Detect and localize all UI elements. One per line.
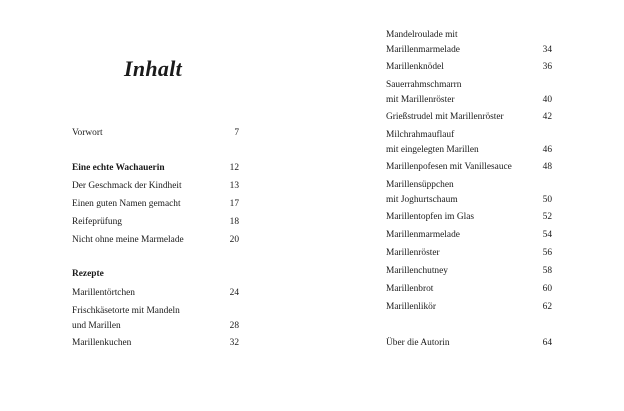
toc-entry bbox=[386, 110, 552, 125]
toc-entry-page: 12 bbox=[229, 163, 239, 173]
toc-entry-page: 56 bbox=[542, 248, 552, 258]
toc-entry bbox=[72, 215, 239, 230]
toc-entry-title: Marillenbrot bbox=[386, 284, 434, 294]
toc-entry bbox=[72, 126, 239, 141]
toc-entry-page: 60 bbox=[542, 284, 552, 294]
toc-entry bbox=[386, 60, 552, 75]
toc-entry-title: Marillentopfen im Glas bbox=[386, 212, 475, 222]
toc-entry bbox=[72, 286, 239, 301]
toc-entry-page: 36 bbox=[542, 62, 552, 72]
toc-entry bbox=[72, 179, 239, 194]
toc-entry-title: Reifeprüfung bbox=[72, 217, 122, 227]
toc-entry-title: Marillenmarmelade bbox=[386, 230, 460, 240]
toc-entry-page: 46 bbox=[542, 144, 552, 155]
toc-entry-page: 62 bbox=[542, 302, 552, 312]
toc-entry-page: 54 bbox=[542, 230, 552, 240]
toc-entry-page: 50 bbox=[542, 194, 552, 205]
toc-entry-page: 42 bbox=[542, 112, 552, 122]
toc-entry-page: 28 bbox=[229, 320, 239, 331]
toc-section-heading bbox=[72, 161, 239, 176]
toc-entry-title: Vorwort bbox=[72, 128, 103, 138]
toc-entry-title-continued: mit Joghurtschaum bbox=[386, 194, 458, 205]
toc-entry-title: Sauerrahmschmarrn bbox=[386, 80, 462, 90]
toc-entry-title: Nicht ohne meine Marmelade bbox=[72, 235, 184, 245]
toc-entry bbox=[386, 128, 552, 157]
toc-entry bbox=[386, 336, 552, 351]
toc-entry bbox=[72, 336, 239, 351]
toc-entry-page: 32 bbox=[229, 338, 239, 348]
toc-entry-page: 24 bbox=[229, 288, 239, 298]
toc-entry bbox=[386, 78, 552, 107]
toc-entry-title: Marillenkuchen bbox=[72, 338, 132, 348]
toc-entry bbox=[386, 28, 552, 57]
toc-entry-title: Milchrahmauflauf bbox=[386, 130, 455, 140]
toc-entry-title: Marillenchutney bbox=[386, 266, 448, 276]
toc-entry-page: 17 bbox=[229, 199, 239, 209]
toc-entry-title: Marillenknödel bbox=[386, 62, 444, 72]
toc-entry-title: Mandelroulade mit bbox=[386, 30, 458, 40]
toc-entry-page: 7 bbox=[234, 128, 239, 138]
toc-entry-page: 13 bbox=[229, 181, 239, 191]
toc-entry-title-continued: Marillenmarmelade bbox=[386, 44, 460, 55]
toc-entry bbox=[386, 178, 552, 207]
toc-entry bbox=[386, 282, 552, 297]
toc-entry-page: 64 bbox=[542, 338, 552, 348]
page-title: Inhalt bbox=[124, 56, 183, 81]
toc-section-heading bbox=[72, 267, 239, 282]
toc-entry-title: Grießstrudel mit Marillenröster bbox=[386, 112, 504, 122]
toc-entry bbox=[386, 246, 552, 261]
toc-entry-title-continued: mit Marillenröster bbox=[386, 94, 455, 105]
toc-entry bbox=[72, 197, 239, 212]
toc-entry-title: Marillenröster bbox=[386, 248, 440, 258]
toc-entry-title: Einen guten Namen gemacht bbox=[72, 199, 181, 209]
toc-entry-page: 40 bbox=[542, 94, 552, 105]
toc-entry-page: 48 bbox=[542, 162, 552, 172]
toc-entry bbox=[386, 228, 552, 243]
toc-entry-page: 52 bbox=[542, 212, 552, 222]
toc-entry bbox=[386, 160, 552, 175]
toc-entry-page: 34 bbox=[542, 44, 552, 55]
toc-entry-title: Marillensüppchen bbox=[386, 180, 454, 190]
toc-entry bbox=[386, 300, 552, 315]
toc-entry-page: 58 bbox=[542, 266, 552, 276]
toc-entry-title: Frischkäsetorte mit Mandeln bbox=[72, 306, 180, 316]
toc-entry-title: Marillenpofesen mit Vanillesauce bbox=[386, 162, 512, 172]
toc-entry-title: Eine echte Wachauerin bbox=[72, 163, 165, 173]
toc-entry-page: 18 bbox=[229, 217, 239, 227]
toc-entry bbox=[386, 210, 552, 225]
toc-entry-title: Marillenlikör bbox=[386, 302, 436, 312]
toc-entry-title: Über die Autorin bbox=[386, 338, 450, 348]
toc-entry-title: Rezepte bbox=[72, 269, 104, 279]
toc-entry-page: 20 bbox=[229, 235, 239, 245]
toc-entry-title: Der Geschmack der Kindheit bbox=[72, 181, 182, 191]
toc-entry bbox=[72, 233, 239, 248]
toc-entry-title-continued: und Marillen bbox=[72, 320, 121, 331]
toc-entry-title-continued: mit eingelegten Marillen bbox=[386, 144, 479, 155]
toc-entry bbox=[72, 304, 239, 333]
toc-entry-title: Marillentörtchen bbox=[72, 288, 135, 298]
toc-entry bbox=[386, 264, 552, 279]
